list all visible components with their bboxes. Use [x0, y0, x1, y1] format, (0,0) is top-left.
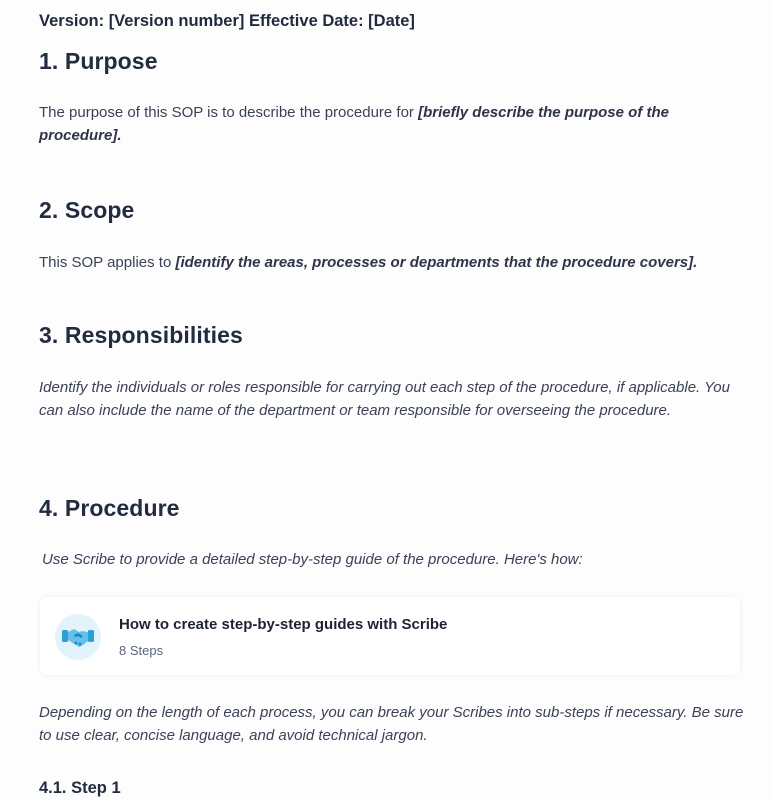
- purpose-paragraph: [39, 101, 739, 147]
- responsibilities-paragraph: Identify the individuals or roles responsible for carrying out each step of the procedure, if applicable. You can also include the name of the department or team responsible for overseeing the procedure.: [39, 379, 730, 419]
- procedure-intro: Use Scribe to provide a detailed step-by-step guide of the procedure. Here's how:: [42, 551, 583, 568]
- scope-heading: 2. Scope: [39, 197, 135, 223]
- procedure-heading: 4. Procedure: [39, 495, 180, 521]
- handshake-icon-graphic: [62, 624, 94, 650]
- responsibilities-heading: 3. Responsibilities: [39, 322, 243, 348]
- card-title[interactable]: How to create step-by-step guides with Scribe: [119, 616, 448, 633]
- version-line: Version: [Version number] Effective Date: [Date]: [39, 12, 415, 30]
- scope-text: This SOP applies to: [39, 254, 176, 271]
- scope-paragraph: [39, 251, 739, 274]
- procedure-note: Depending on the length of each process, you can break your Scribes into sub-steps if necessary. Be sure to use clear, concise language, and avoid technical jargon.: [39, 704, 744, 744]
- card-steps-count: 8 Steps: [119, 643, 164, 658]
- step-1-heading: 4.1. Step 1: [39, 779, 121, 797]
- scribe-guide-card[interactable]: [40, 597, 740, 675]
- purpose-placeholder: [briefly describe the purpose of the procedure].: [39, 104, 669, 144]
- purpose-heading: 1. Purpose: [39, 48, 158, 74]
- purpose-text: The purpose of this SOP is to describe the procedure for: [39, 104, 419, 121]
- handshake-icon: [55, 614, 101, 660]
- scope-placeholder: [identify the areas, processes or departments that the procedure covers].: [175, 254, 698, 271]
